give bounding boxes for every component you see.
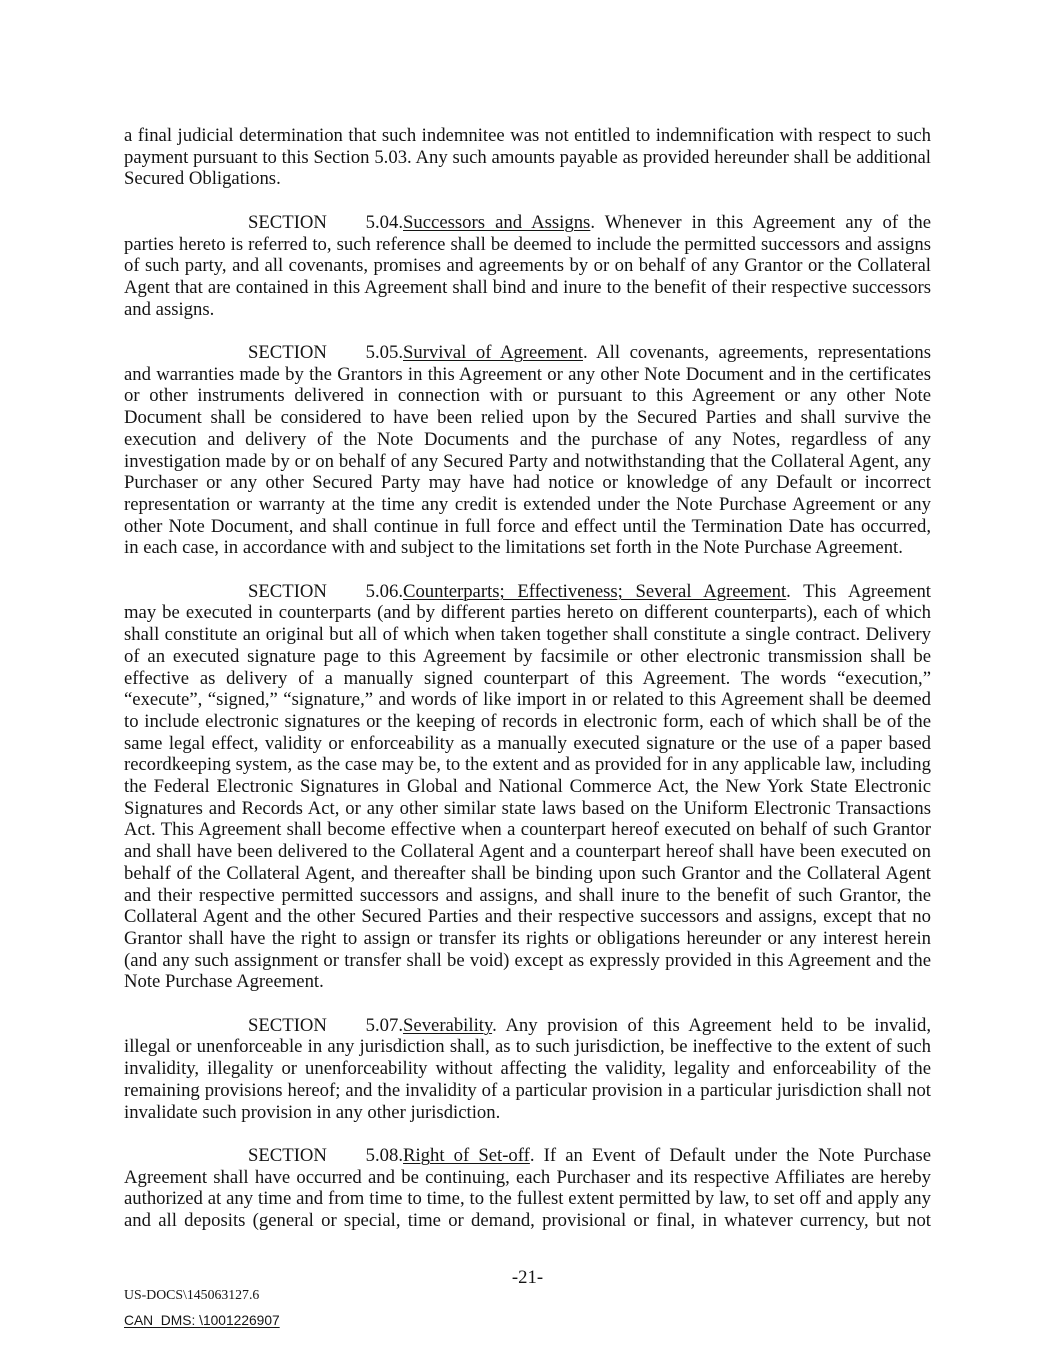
text-line: authorized at any time and from time to time, to the fullest extent permitted by law, to set off and apply any xyxy=(124,1188,931,1210)
section-first-line xyxy=(124,342,931,364)
section-5-05 xyxy=(124,342,931,559)
section-number: SECTION 5.05. xyxy=(248,342,403,363)
text-line: or other instruments delivered in connection with or pursuant to this Agreement or any other Note xyxy=(124,385,931,407)
section-number: SECTION 5.04. xyxy=(248,211,403,233)
text-line: and shall have been delivered to the Collateral Agent and a counterpart hereof shall have been executed on xyxy=(124,841,931,863)
text-line: Grantor shall have the right to assign or transfer its rights or obligations hereunder or any interest herein xyxy=(124,927,931,949)
text-line: and assigns. xyxy=(124,298,215,320)
text-line: (and any such assignment or transfer shall be void) except as expressly provided in this Agreement and the xyxy=(124,949,931,971)
text-line: representation or warranty at the time any credit is extended under the Note Purchase Agreement or any xyxy=(124,493,931,515)
section-heading: Survival of Agreement xyxy=(403,342,583,363)
text-line: same legal effect, validity or enforceability as a manually executed signature or the use of a paper based xyxy=(124,732,931,754)
section-5-04 xyxy=(124,212,931,321)
section-lead-text: . This Agreement xyxy=(786,580,931,602)
text-line: Note Purchase Agreement. xyxy=(124,971,324,993)
text-line: may be executed in counterparts (and by different parties hereto on different counterparts), each of which xyxy=(124,602,931,624)
text-line: to include electronic signatures or the keeping of records in electronic form, each of which shall be of the xyxy=(124,710,931,732)
text-line: investigation made by or on behalf of any Secured Party and notwithstanding that the Collateral Agent, any xyxy=(124,450,931,472)
section-5-06 xyxy=(124,581,931,993)
section-first-line xyxy=(124,1015,931,1037)
document-id: US-DOCS\145063127.6 xyxy=(124,1287,260,1302)
section-heading: Counterparts; Effectiveness; Several Agreement xyxy=(403,580,787,602)
text-line: invalidate such provision in any other jurisdiction. xyxy=(124,1101,501,1123)
section-first-line xyxy=(124,581,931,603)
section-lead-text: . All covenants, agreements, representations xyxy=(582,342,931,363)
text-line: Signatures and Records Act, or any other similar state laws based on the Uniform Electronic Transactions xyxy=(124,797,931,819)
section-5-08 xyxy=(124,1145,931,1232)
section-number: SECTION 5.07. xyxy=(248,1014,403,1036)
text-line: other Note Document, and shall continue in full force and effect until the Termination Date has occurred, xyxy=(124,515,931,537)
text-line: a final judicial determination that such indemnitee was not entitled to indemnification with respect to such xyxy=(124,125,931,146)
text-line: Secured Obligations. xyxy=(124,168,281,190)
text-line: of such party, and all covenants, promises and agreements by or on behalf of any Grantor or the Collateral xyxy=(124,255,931,277)
text-line: execution and delivery of the Note Documents and the purchase of any Notes, regardless of any xyxy=(124,428,931,450)
section-5-07 xyxy=(124,1015,931,1124)
page-number: -21- xyxy=(511,1267,544,1288)
section-heading: Right of Set-off xyxy=(403,1144,530,1166)
text-line: effective as delivery of a manually signed counterpart of this Agreement. The words “execution,” xyxy=(124,667,931,689)
text-line: Collateral Agent and the other Secured Parties and their respective successors and assigns, except that no xyxy=(124,906,931,928)
section-lead-text: . Any provision of this Agreement held to be invalid, xyxy=(492,1014,931,1036)
section-lead-text: . If an Event of Default under the Note Purchase xyxy=(529,1144,931,1166)
section-number: SECTION 5.06. xyxy=(248,580,403,602)
text-line: and all deposits (general or special, time or demand, provisional or final, in whatever currency, but not xyxy=(124,1210,931,1232)
section-heading: Successors and Assigns xyxy=(403,211,591,233)
section-lead-text: . Whenever in this Agreement any of the xyxy=(590,211,931,233)
paragraph-continuation xyxy=(124,125,931,190)
text-line: and warranties made by the Grantors in this Agreement or any other Note Document and in the certificates xyxy=(124,363,931,385)
text-line: the Federal Electronic Signatures in Global and National Commerce Act, the New York State Electronic xyxy=(124,776,931,798)
text-line: in each case, in accordance with and subject to the limitations set forth in the Note Purchase Agreement. xyxy=(124,537,903,559)
text-line: parties hereto is referred to, such reference shall be deemed to include the permitted successors and assigns xyxy=(124,233,931,255)
section-first-line xyxy=(124,1145,931,1167)
text-line: illegal or unenforceable in any jurisdiction shall, as to such jurisdiction, be ineffective to the extent of such xyxy=(124,1036,931,1058)
text-line: behalf of the Collateral Agent, and thereafter shall be binding upon such Grantor and the Collateral Agent xyxy=(124,862,931,884)
text-line: recordkeeping system, as the case may be, to the extent and as provided for in any applicable law, including xyxy=(124,754,931,776)
text-line: Agreement shall have occurred and be continuing, each Purchaser and its respective Affiliates are hereby xyxy=(124,1166,931,1188)
text-line: of an executed signature page to this Agreement by facsimile or other electronic transmission shall be xyxy=(124,645,931,667)
section-number: SECTION 5.08. xyxy=(248,1144,403,1166)
text-line: and their respective permitted successors and assigns, and shall inure to the benefit of such Grantor, the xyxy=(124,884,931,906)
text-line: invalidity, illegality or unenforceability without affecting the validity, legality and enforceability of the xyxy=(124,1058,931,1080)
text-line: shall constitute an original but all of which when taken together shall constitute a single contract. Delivery xyxy=(124,624,931,646)
text-line: Agent that are contained in this Agreement shall bind and inure to the benefit of their respective successors xyxy=(124,276,931,298)
text-line: “execute”, “signed,” “signature,” and words of like import in or related to this Agreement shall be deemed xyxy=(124,689,931,711)
section-first-line xyxy=(124,212,931,234)
text-line: Act. This Agreement shall become effective when a counterpart hereof executed on behalf of such Grantor xyxy=(124,819,931,841)
document-body xyxy=(124,125,931,1232)
text-line: Purchaser or any other Secured Party may have had notice or knowledge of any Default or incorrect xyxy=(124,472,931,494)
section-heading: Severability xyxy=(403,1014,493,1036)
text-line: payment pursuant to this Section 5.03. Any such amounts payable as provided hereunder shall be additional xyxy=(124,146,931,168)
text-line: remaining provisions hereof; and the invalidity of a particular provision in a particular jurisdiction shall not xyxy=(124,1079,931,1101)
text-line: Document shall be considered to have been relied upon by the Secured Parties and shall survive the xyxy=(124,407,931,429)
dms-reference: CAN_DMS: \1001226907 xyxy=(124,1313,280,1328)
